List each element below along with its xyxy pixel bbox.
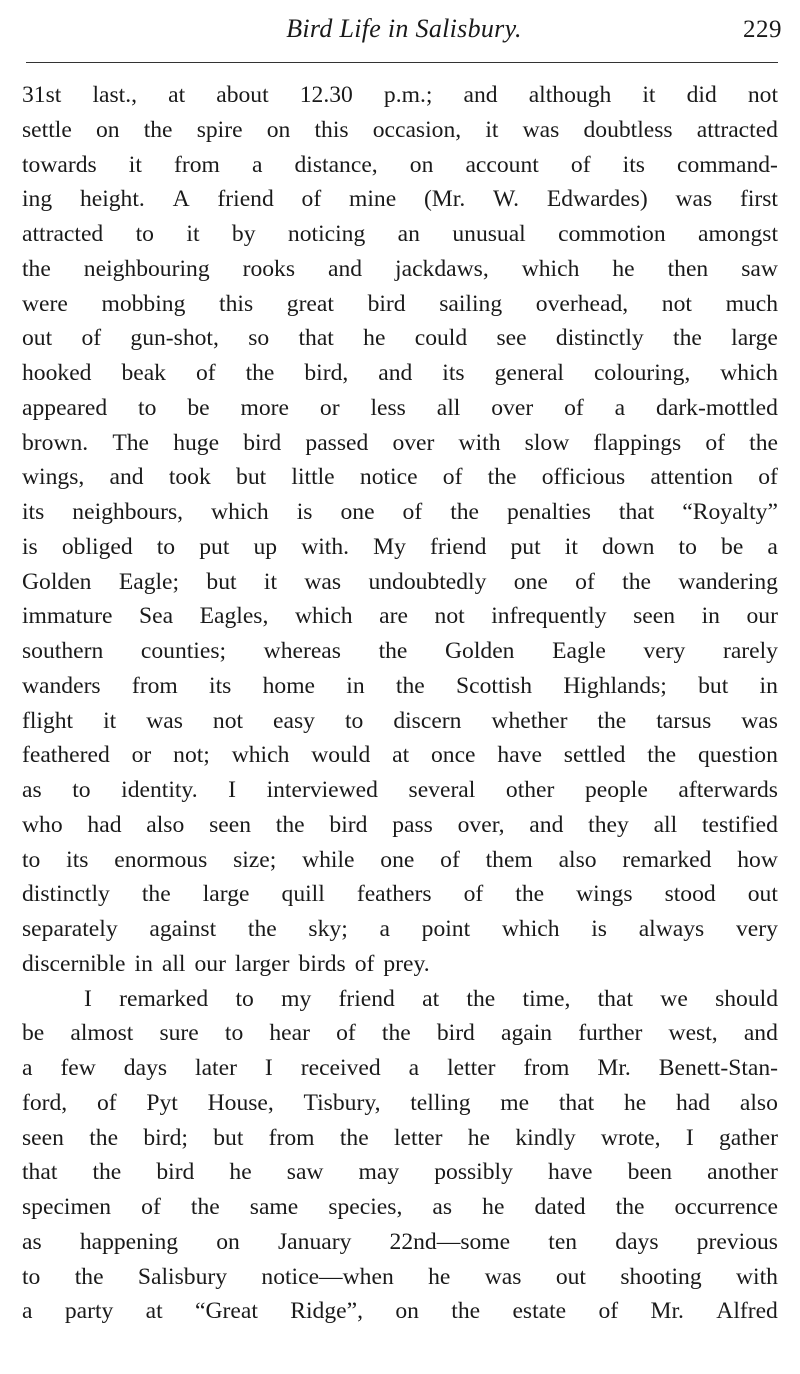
text-line: as to identity. I interviewed several other people afterwards	[22, 777, 778, 803]
text-line: appeared to be more or less all over of a dark-mottled	[22, 394, 778, 421]
text-line: flight it was not easy to discern whether the tarsus was	[22, 707, 778, 734]
text-line: seen the bird; but from the letter he kindly wrote, I gather	[22, 1124, 778, 1151]
text-line: feathered or not; which would at once have settled the question	[22, 742, 778, 769]
text-line: specimen of the same species, as he dated the occurrence	[22, 1194, 778, 1220]
text-line: brown. The huge bird passed over with slow flappings of the	[22, 429, 778, 456]
text-line: as happening on January 22nd—some ten days previous	[22, 1228, 778, 1255]
text-line: a party at “Great Ridge”, on the estate of Mr. Alfred	[22, 1298, 778, 1325]
text-line: ford, of Pyt House, Tisbury, telling me that he had also	[22, 1089, 778, 1116]
text-line: distinctly the large quill feathers of the wings stood out	[22, 881, 778, 908]
text-line: I remarked to my friend at the time, that we should	[84, 985, 778, 1012]
text-line: its neighbours, which is one of the penalties that “Royalty”	[22, 499, 778, 525]
running-title: Bird Life in Salisbury.	[286, 14, 522, 43]
running-head	[24, 14, 784, 54]
text-line: southern counties; whereas the Golden Eagle very rarely	[22, 638, 778, 664]
text-line: is obliged to put up with. My friend put it down to be a	[22, 533, 778, 560]
text-line: Golden Eagle; but it was undoubtedly one of the wandering	[22, 568, 778, 595]
text-line: separately against the sky; a point which is always very	[22, 916, 778, 942]
text-line: towards it from a distance, on account of its command-	[22, 151, 778, 178]
text-line: immature Sea Eagles, which are not infrequently seen in our	[22, 603, 778, 630]
text-line: to the Salisbury notice—when he was out shooting with	[22, 1263, 778, 1290]
text-line: a few days later I received a letter from Mr. Benett-Stan-	[22, 1055, 778, 1081]
text-line: 31st last., at about 12.30 p.m.; and although it did not	[22, 82, 778, 108]
text-line: wanders from its home in the Scottish Highlands; but in	[22, 672, 778, 699]
header-rule	[26, 62, 778, 63]
text-line: discernible in all our larger birds of prey.	[22, 950, 430, 977]
text-line: who had also seen the bird pass over, and they all testified	[22, 811, 778, 838]
text-line: be almost sure to hear of the bird again further west, and	[22, 1020, 778, 1047]
text-line: were mobbing this great bird sailing overhead, not much	[22, 290, 778, 317]
text-line: hooked beak of the bird, and its general colouring, which	[22, 360, 778, 386]
text-line: wings, and took but little notice of the officious attention of	[22, 464, 778, 491]
text-line: the neighbouring rooks and jackdaws, which he then saw	[22, 255, 778, 282]
text-line: ing height. A friend of mine (Mr. W. Edwardes) was first	[22, 186, 778, 213]
body-text	[22, 78, 778, 1329]
text-line: attracted to it by noticing an unusual commotion amongst	[22, 221, 778, 247]
text-line: settle on the spire on this occasion, it was doubtless attracted	[22, 116, 778, 143]
text-line: out of gun-shot, so that he could see distinctly the large	[22, 325, 778, 352]
page-number: 229	[743, 16, 782, 43]
text-line: that the bird he saw may possibly have been another	[22, 1159, 778, 1186]
text-line: to its enormous size; while one of them also remarked how	[22, 846, 778, 873]
